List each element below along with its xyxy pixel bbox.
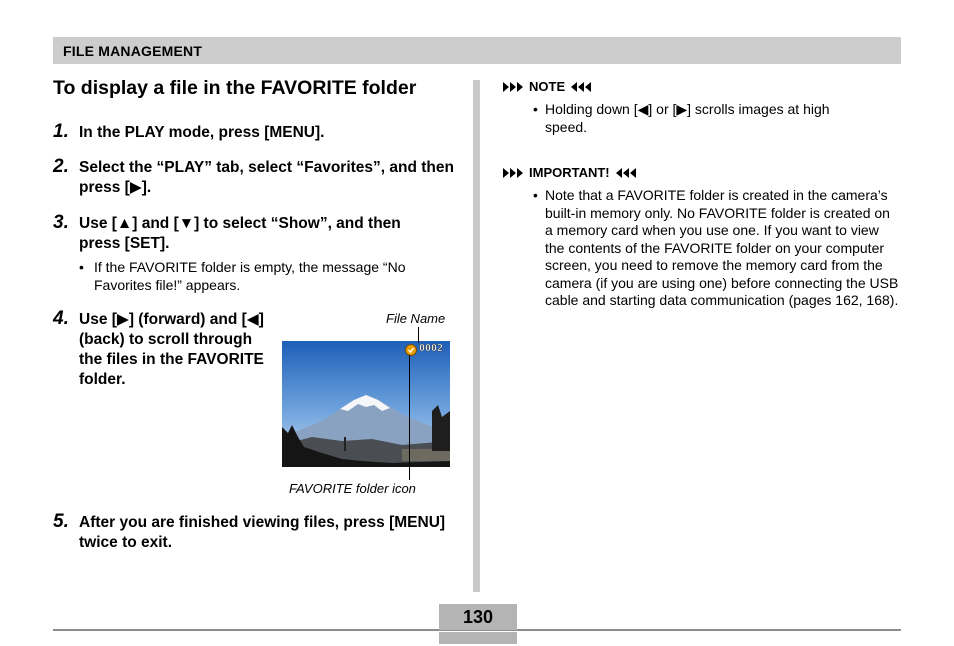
important-left-arrows-icon xyxy=(503,167,523,179)
step-number: 2. xyxy=(53,156,69,177)
step-number: 3. xyxy=(53,212,69,233)
page-title: To display a file in the FAVORITE folder xyxy=(53,77,417,99)
note-heading xyxy=(503,79,591,94)
folder-icon-callout-line xyxy=(409,355,410,480)
favorite-folder-icon-caption: FAVORITE folder icon xyxy=(289,481,416,496)
column-divider xyxy=(473,80,480,592)
page-number: 130 xyxy=(439,604,517,630)
note-label: NOTE xyxy=(529,79,566,94)
section-header xyxy=(53,37,901,64)
section-title: FILE MANAGEMENT xyxy=(63,43,203,59)
step-text: Use [▲] and [▼] to select “Show”, and then press [SET]. xyxy=(79,215,401,252)
step-text: Use [▶] (forward) and [◀] (back) to scroll through the files in the FAVORITE folder. xyxy=(79,311,264,388)
file-name-caption: File Name xyxy=(386,311,446,326)
step-number: 1. xyxy=(53,121,69,142)
important-label: IMPORTANT! xyxy=(529,165,610,180)
step-number: 4. xyxy=(53,308,69,329)
page-number-strip xyxy=(439,632,517,644)
file-number: 0002 xyxy=(419,343,444,354)
bullet-text: If the FAVORITE folder is empty, the message “No Favorites file!” appears. xyxy=(94,259,406,293)
step-number: 5. xyxy=(53,511,69,532)
bullet-text: Holding down [◀] or [▶] scrolls images at high speed. xyxy=(545,101,830,135)
bullet-text: Note that a FAVORITE folder is created in the camera’s built-in memory only. No FAVORITE folder is created on a memory card when you use one. If you want to view the contents of the FAVORITE folder on your computer screen, you need to remove the memory card from the camera (if you are using one) before connecting the USB cable and starting data communication (pages 162, 168). xyxy=(545,187,899,308)
step-text: Select the “PLAY” tab, select “Favorites”, and then press [▶]. xyxy=(79,159,454,196)
mount-fuji-photo xyxy=(282,341,450,467)
camera-screen-image xyxy=(282,341,450,467)
important-heading xyxy=(503,165,636,180)
important-right-arrows-icon xyxy=(616,167,636,179)
note-right-arrows-icon xyxy=(571,81,591,93)
favorite-folder-icon xyxy=(404,343,418,357)
file-name-callout-line xyxy=(418,327,419,343)
step-text: After you are finished viewing files, press [MENU] twice to exit. xyxy=(79,514,446,551)
step-text: In the PLAY mode, press [MENU]. xyxy=(79,124,325,141)
note-left-arrows-icon xyxy=(503,81,523,93)
